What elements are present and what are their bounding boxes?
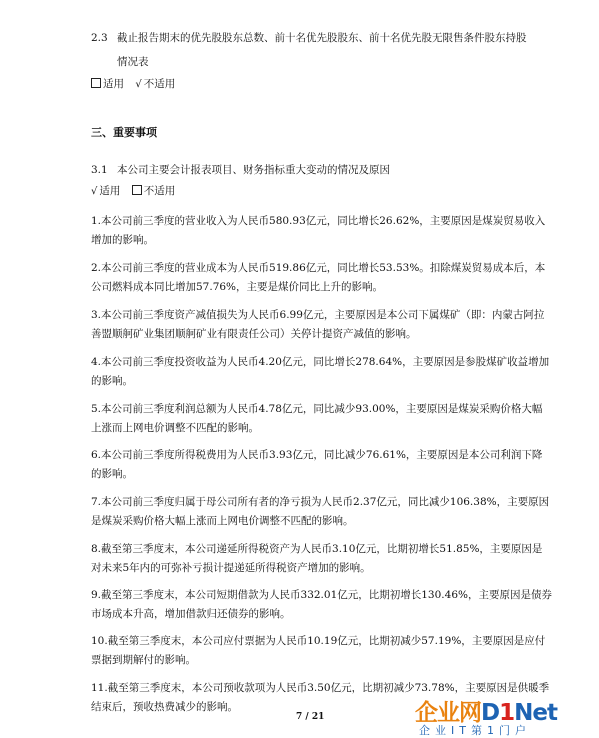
item-8-line-2: 对未来5年内的可弥补亏损计提递延所得税资产增加的影响。 [91, 562, 371, 574]
item-11-line-2: 结束后，预收热费减少的影响。 [91, 701, 238, 713]
item-4-line-1: 4.本公司前三季度投资收益为人民币4.20亿元，同比增长278.64%，主要原因是参股煤矿收益增加 [91, 356, 550, 368]
item-6-line-1: 6.本公司前三季度所得税费用为人民币3.93亿元，同比减少76.61%，主要原因是本公司利润下降 [91, 449, 543, 461]
page-number: 7 / 21 [296, 712, 325, 722]
section-2-3-title [91, 31, 527, 45]
item-7-line-1: 7.本公司前三季度归属于母公司所有者的净亏损为人民币2.37亿元，同比减少106.38%，主要原因 [91, 496, 550, 508]
item-10 [91, 632, 546, 670]
section-3-1-options [91, 184, 175, 199]
item-6-line-2: 的影响。 [91, 468, 133, 480]
item-4 [91, 353, 550, 391]
unchecked-box-icon [132, 185, 142, 195]
item-5-line-1: 5.本公司前三季度利润总额为人民币4.78亿元，同比减少93.00%，主要原因是煤炭采购价格大幅 [91, 403, 543, 415]
item-5 [91, 400, 543, 438]
item-1 [91, 212, 546, 250]
item-8-line-1: 8.截至第三季度末，本公司递延所得税资产为人民币3.10亿元，比期初增长51.85%，主要原因是 [91, 543, 543, 555]
watermark-main-text: 企业网D1Net [415, 700, 557, 726]
site-watermark-logo [415, 694, 593, 736]
section-3-1-title-text: 本公司主要会计报表项目、财务指标重大变动的情况及原因 [117, 164, 390, 176]
section-2-3-number: 2.3 [91, 32, 108, 44]
watermark-sub-text: 企业IT第1门户 [419, 724, 531, 737]
item-2-line-2: 公司燃料成本同比增加57.76%，主要是煤价同比上升的影响。 [91, 281, 384, 293]
item-9 [91, 586, 552, 624]
item-8 [91, 540, 543, 578]
section-2-3-title-line1: 截止报告期末的优先股股东总数、前十名优先股股东、前十名优先股无限售条件股东持股 [117, 32, 527, 44]
item-11-line-1: 11.截至第三季度末，本公司预收款项为人民币3.50亿元，比期初减少73.78%，主要原因是供暖季 [91, 682, 550, 694]
item-3-line-2: 善盟顺舸矿业集团顺舸矿业有限责任公司）关停计提资产减值的影响。 [91, 328, 417, 340]
section-3-1-option-not-applicable: 不适用 [132, 184, 176, 198]
item-3-line-1: 3.本公司前三季度资产减值损失为人民币6.99亿元，主要原因是本公司下属煤矿（即：内蒙古阿拉 [91, 309, 545, 321]
item-1-line-2: 增加的影响。 [91, 234, 154, 246]
item-2 [91, 259, 546, 297]
item-2-line-1: 2.本公司前三季度的营业成本为人民币519.86亿元，同比增长53.53%。扣除煤炭贸易成本后，本 [91, 262, 546, 274]
section-2-3-options [91, 77, 175, 92]
section-2-3-title-cont [91, 55, 149, 69]
item-9-line-2: 市场成本升高，增加借款归还债券的影响。 [91, 608, 291, 620]
section-2-3-option-applicable: 适用 [91, 77, 124, 91]
item-4-line-2: 的影响。 [91, 375, 133, 387]
item-7-line-2: 是煤炭采购价格大幅上涨而上网电价调整不匹配的影响。 [91, 515, 354, 527]
unchecked-box-icon [91, 78, 101, 88]
section-3-1-title [91, 163, 390, 177]
item-3 [91, 306, 545, 344]
section-3-heading: 三、重要事项 [91, 126, 157, 139]
checkmark-icon: √ [135, 79, 142, 90]
item-7 [91, 493, 550, 531]
item-6 [91, 446, 543, 484]
section-3-1-number: 3.1 [91, 164, 108, 176]
item-10-line-2: 票据到期解付的影响。 [91, 654, 196, 666]
section-2-3-option-not-applicable: √ 不适用 [135, 78, 176, 90]
checkmark-icon: √ [91, 186, 98, 197]
item-9-line-1: 9.截至第三季度末，本公司短期借款为人民币332.01亿元，比期初增长130.46%，主要原因是债券 [91, 589, 552, 601]
section-3-1-option-applicable: √ 适用 [91, 185, 121, 197]
item-10-line-1: 10.截至第三季度末，本公司应付票据为人民币10.19亿元，比期初减少57.19%，主要原因是应付 [91, 635, 546, 647]
item-5-line-2: 上涨而上网电价调整不匹配的影响。 [91, 422, 259, 434]
item-1-line-1: 1.本公司前三季度的营业收入为人民币580.93亿元，同比增长26.62%，主要原因是煤炭贸易收入 [91, 215, 546, 227]
section-2-3-title-line2: 情况表 [117, 56, 149, 68]
